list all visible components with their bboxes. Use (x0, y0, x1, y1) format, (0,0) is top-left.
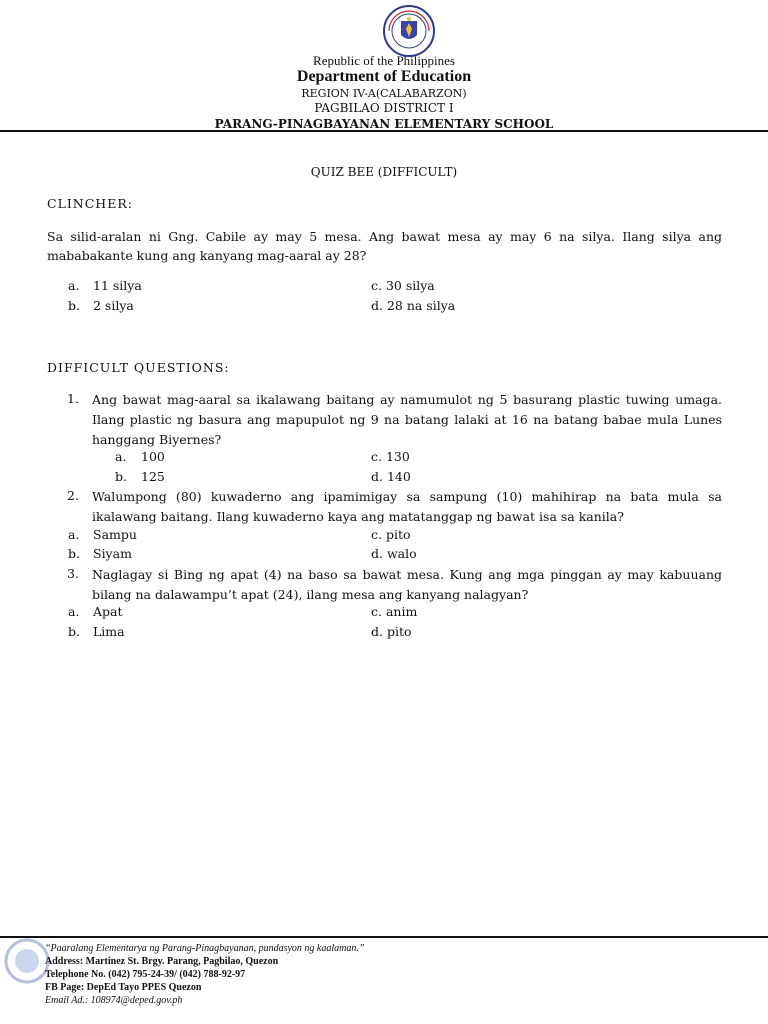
clincher-option-d: d. 28 na silya (371, 298, 456, 313)
department-title: Department of Education (296, 68, 472, 85)
footer-motto: “Paaralang Elementarya ng Parang-Pinagbayanan, pundasyon ng kaalaman.” (45, 943, 365, 954)
q3-option-b-letter: b. (68, 624, 80, 639)
q3-option-a: Apat (93, 604, 123, 619)
question-2-text: Walumpong (80) kuwaderno ang ipamimigay sa sampung (10) mahihirap na bata mula sa ikalawang baitang. Ilang kuwaderno kaya ang matatanggap ng bawat isa sa kanila? (92, 489, 722, 524)
clincher-label: CLINCHER: (47, 196, 133, 211)
republic-line: Republic of the Philippines (313, 53, 455, 68)
q2-option-a: Sampu (93, 527, 137, 542)
q1-option-c: c. 130 (371, 449, 410, 464)
q2-option-d: d. walo (371, 546, 417, 561)
footer-divider (0, 936, 768, 938)
q1-option-d: d. 140 (371, 469, 411, 484)
q2-option-b-letter: b. (68, 546, 80, 561)
q3-option-c: c. anim (371, 604, 418, 619)
district-line: PAGBILAO DISTRICT I (314, 101, 454, 115)
question-3-text: Naglagay si Bing ng apat (4) na baso sa bawat mesa. Kung ang mga pinggan ay may kabuuang bilang na dalawampu’t apat (24), ilang mesa ang kanyang nalagyan? (92, 567, 722, 602)
footer-fb-page: FB Page: DepEd Tayo PPES Quezon (45, 982, 202, 993)
school-name: PARANG-PINAGBAYANAN ELEMENTARY SCHOOL (214, 117, 554, 131)
clincher-option-b-letter: b. (68, 298, 80, 313)
clincher-option-a-letter: a. (68, 278, 80, 293)
question-1-number: 1. (67, 391, 79, 406)
clincher-option-a: 11 silya (93, 278, 142, 293)
region-line: REGION IV-A(CALABARZON) (301, 87, 467, 100)
footer-email: Email Ad.: 108974@deped.gov.ph (45, 995, 183, 1006)
quiz-title: QUIZ BEE (DIFFICULT) (310, 165, 458, 179)
q1-option-a: 100 (141, 449, 165, 464)
deped-seal-icon (383, 5, 435, 57)
q3-option-d: d. pito (371, 624, 412, 639)
question-1-text: Ang bawat mag-aaral sa ikalawang baitang ay namumulot ng 5 basurang plastic tuwing umaga. Ilang plastic ng basura ang mapupulot ng 9 na batang lalaki at 16 na batang babae mula Lunes hanggang Biyernes? (92, 392, 722, 447)
q1-option-b: 125 (141, 469, 165, 484)
header-divider (0, 130, 768, 132)
q2-option-b: Siyam (93, 546, 132, 561)
q1-option-a-letter: a. (115, 449, 127, 464)
q3-option-a-letter: a. (68, 604, 80, 619)
q1-option-b-letter: b. (115, 469, 127, 484)
question-3-number: 3. (67, 566, 79, 581)
q2-option-c: c. pito (371, 527, 411, 542)
clincher-option-c: c. 30 silya (371, 278, 435, 293)
difficult-label: DIFFICULT QUESTIONS: (47, 360, 230, 375)
clincher-option-b: 2 silya (93, 298, 134, 313)
q3-option-b: Lima (93, 624, 125, 639)
footer-telephone: Telephone No. (042) 795-24-39/ (042) 788-92-97 (45, 969, 246, 980)
footer-address: Address: Martinez St. Brgy. Parang, Pagbilao, Quezon (45, 956, 279, 967)
question-2-number: 2. (67, 488, 79, 503)
q2-option-a-letter: a. (68, 527, 80, 542)
school-seal-icon (4, 938, 50, 984)
clincher-question: Sa silid-aralan ni Gng. Cabile ay may 5 mesa. Ang bawat mesa ay may 6 na silya. Ilang silya ang mababakante kung ang kanyang mag-aaral ay 28? (47, 229, 722, 263)
